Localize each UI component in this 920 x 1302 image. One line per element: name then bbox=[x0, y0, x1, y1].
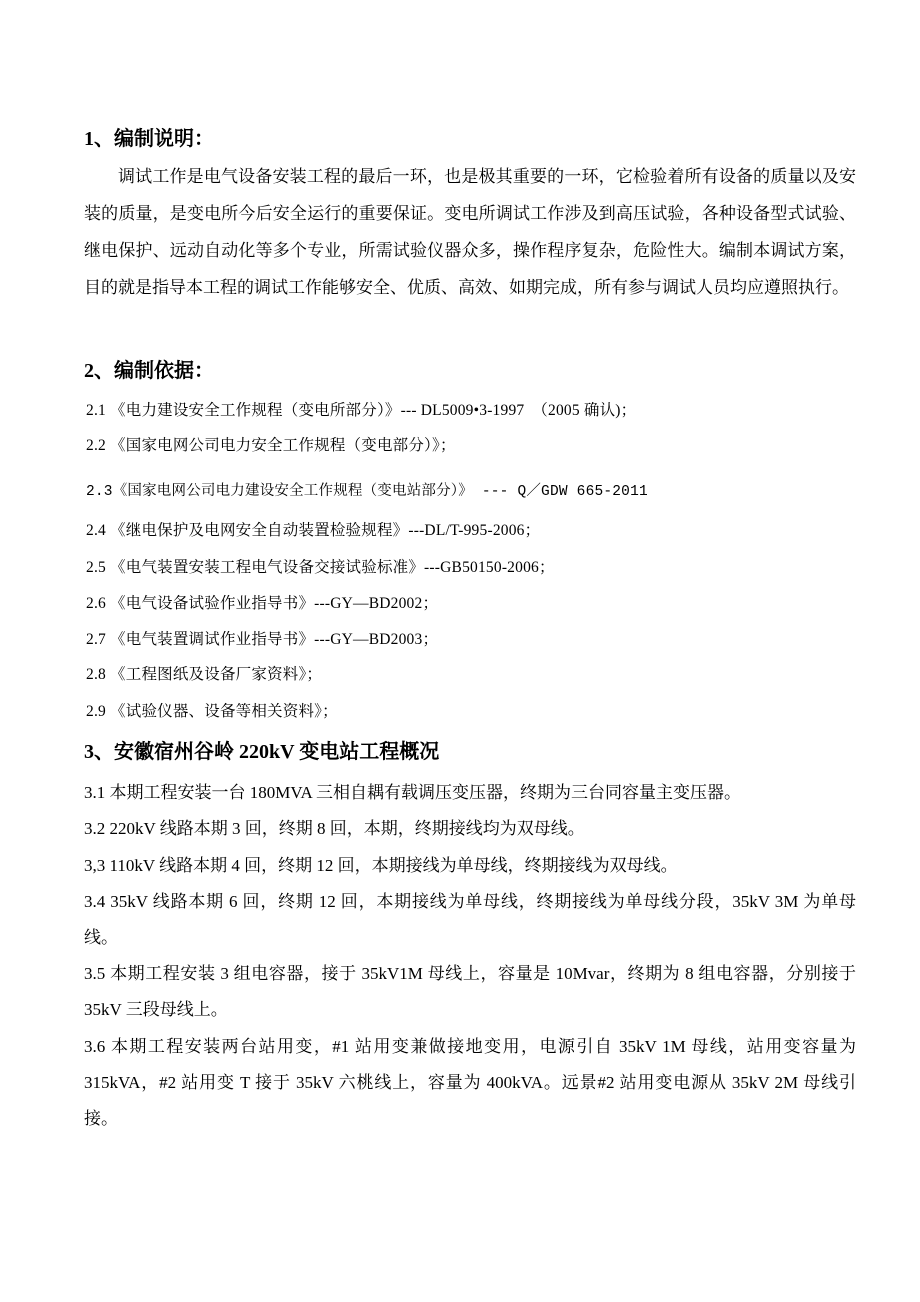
overview-item: 3.1 本期工程安装一台 180MVA 三相自耦有载调压变压器，终期为三台同容量主变压器。 bbox=[84, 783, 742, 802]
overview-item: 3.2 220kV 线路本期 3 回，终期 8 回，本期，终期接线均为双母线。 bbox=[84, 819, 585, 838]
reference-item: 2.9 《试验仪器、设备等相关资料》； bbox=[86, 703, 338, 720]
overview-item: 3.4 35kV 线路本期 6 回，终期 12 回，本期接线为单母线，终期接线为单母线分段，35kV 3M 为单母线。 bbox=[84, 892, 856, 947]
reference-item: 2.1 《电力建设安全工作规程（变电所部分）》--- DL5009•3-1997 （2005 确认)； bbox=[86, 402, 637, 419]
reference-item: 2.8 《工程图纸及设备厂家资料》； bbox=[86, 666, 323, 683]
section-1-heading: 1、编制说明： bbox=[84, 128, 214, 150]
reference-item: 2.2 《国家电网公司电力安全工作规程（变电部分）》； bbox=[86, 437, 456, 454]
reference-item: 2.5 《电气装置安装工程电气设备交接试验标准》---GB50150-2006； bbox=[86, 559, 555, 576]
overview-item: 3.6 本期工程安装两台站用变，#1 站用变兼做接地变用，电源引自 35kV 1M 母线，站用变容量为 315kVA，#2 站用变 T 接于 35kV 六桃线上，容量为 400kVA。远景#2 站用变电源从 35kV 2M 母线引接。 bbox=[84, 1037, 856, 1128]
section-1-paragraph: 调试工作是电气设备安装工程的最后一环，也是极其重要的一环，它检验着所有设备的质量以及安装的质量，是变电所今后安全运行的重要保证。变电所调试工作涉及到高压试验，各种设备型式试验、继电保护、远动自动化等多个专业，所需试验仪器众多，操作程序复杂，危险性大。编制本调试方案，目的就是指导本工程的调试工作能够安全、优质、高效、如期完成，所有参与调试人员均应遵照执行。 bbox=[84, 167, 856, 297]
reference-item: 2.6 《电气设备试验作业指导书》---GY—BD2002； bbox=[86, 595, 439, 612]
reference-item: 2.3《国家电网公司电力建设安全工作规程（变电站部分）》 --- Q／GDW 665-2011 bbox=[86, 484, 648, 500]
reference-item: 2.4 《继电保护及电网安全自动装置检验规程》---DL/T-995-2006； bbox=[86, 522, 541, 539]
reference-item: 2.7 《电气装置调试作业指导书》---GY—BD2003； bbox=[86, 631, 439, 648]
overview-item: 3,3 110kV 线路本期 4 回，终期 12 回，本期接线为单母线，终期接线为双母线。 bbox=[84, 856, 678, 875]
overview-item: 3.5 本期工程安装 3 组电容器，接于 35kV1M 母线上，容量是 10Mvar，终期为 8 组电容器，分别接于 35kV 三段母线上。 bbox=[84, 964, 856, 1019]
section-3-heading: 3、安徽宿州谷岭 220kV 变电站工程概况 bbox=[84, 741, 440, 763]
section-2-heading: 2、编制依据： bbox=[84, 360, 214, 382]
